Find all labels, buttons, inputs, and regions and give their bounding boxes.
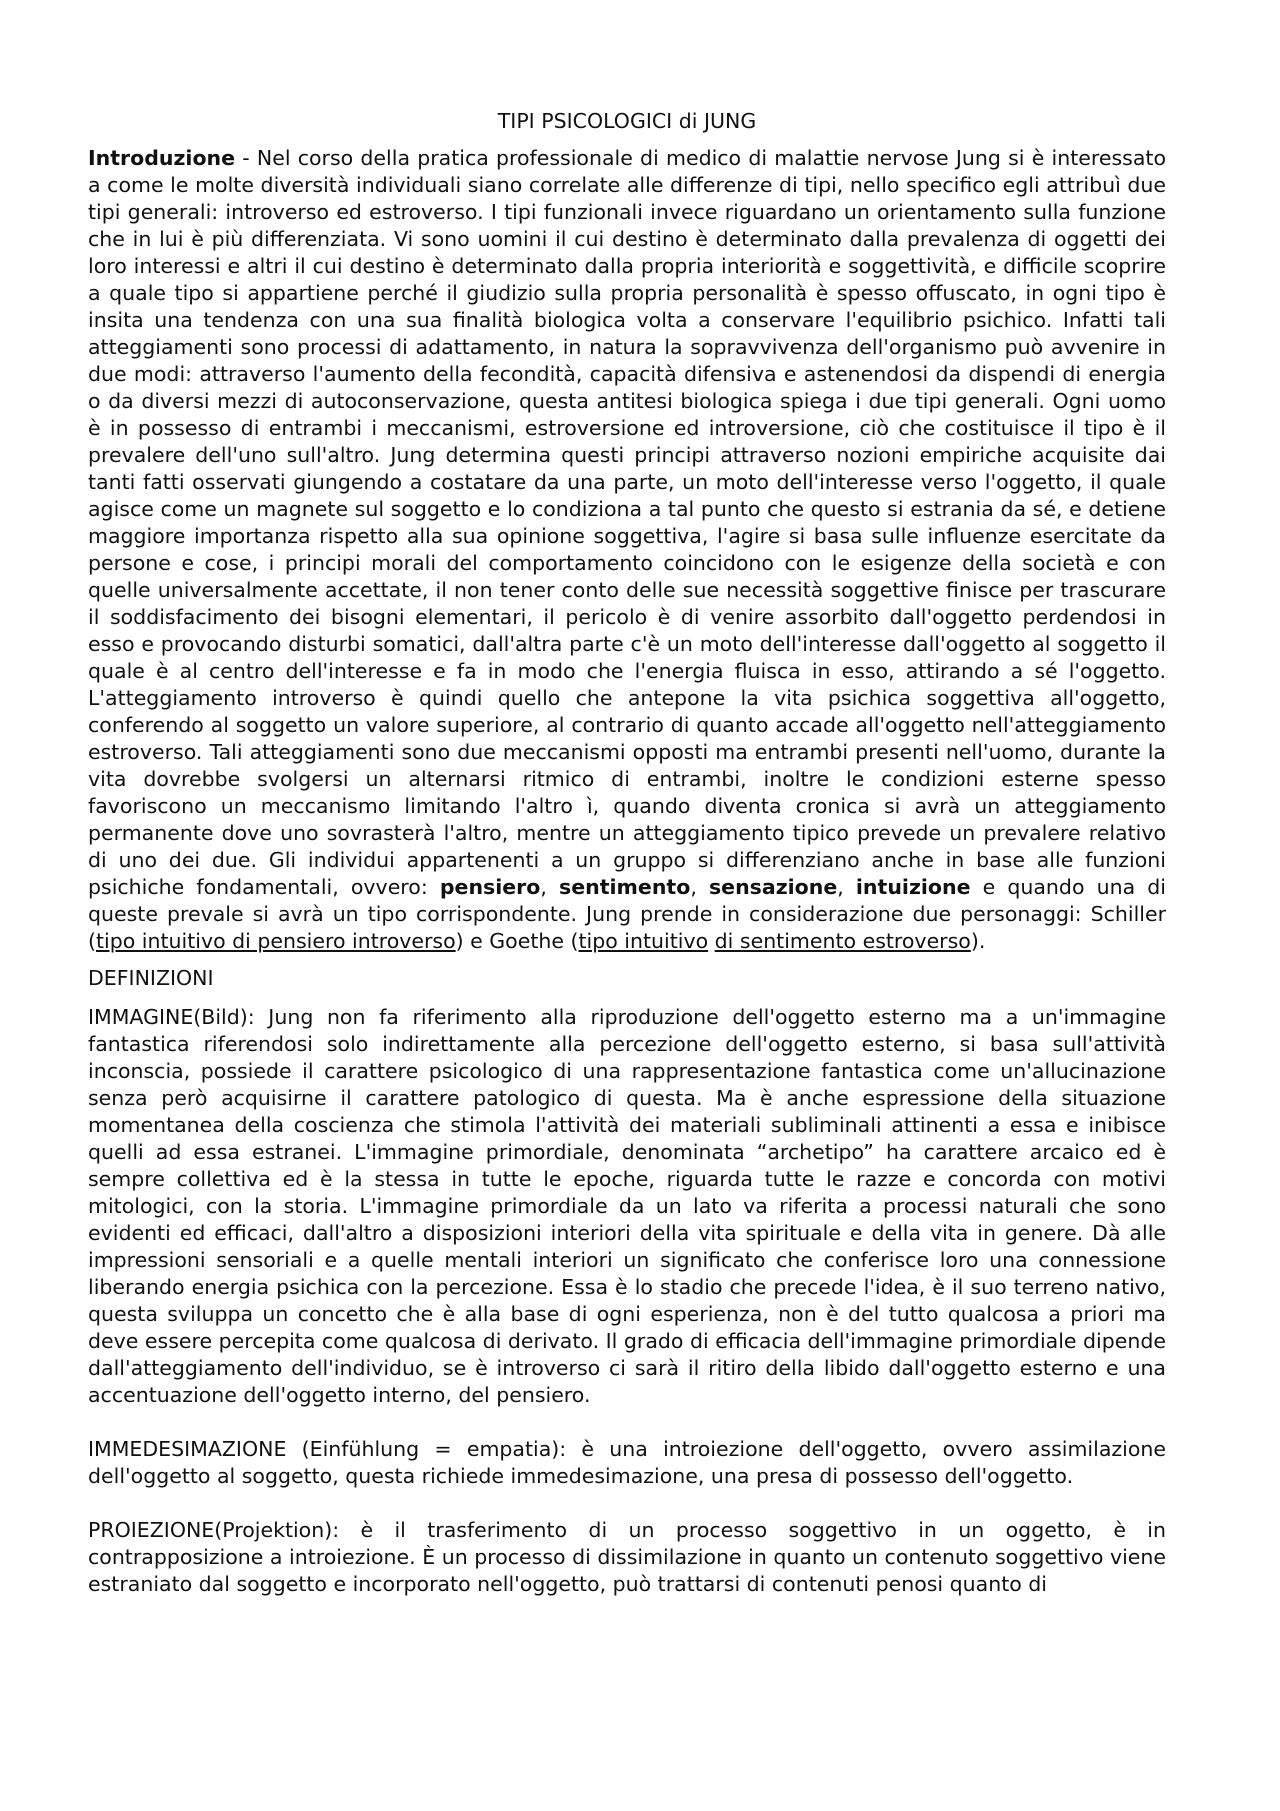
function-pensiero: pensiero [439,875,541,899]
intro-text-3: ) e Goethe ( [455,929,579,953]
definition-immagine: IMMAGINE(Bild): Jung non fa riferimento alla riproduzione dell'oggetto esterno ma a un'immagine fantastica riferendosi solo indirettamente alla percezione dell'oggetto esterno, si basa sull'attività inconscia, possiede il carattere psicologico di una rappresentazione fantastica come un'allucinazione senza però acquisirne il carattere patologico di questa. Ma è anche espressione della situazione momentanea della coscienza che stimola l'attività dei materiali subliminali attinenti a essa e inibisce quelli ad essa estranei. L'immagine primordiale, denominata “archetipo” ha carattere arcaico ed è sempre collettiva ed è la stessa in tutte le epoche, riguarda tutte le razze e concorda con motivi mitologici, con la storia. L'immagine primordiale da un lato va riferita a processi naturali che sono evidenti ed efficaci, dall'altro a disposizioni interiori della vita spirituale e della vita in genere. Dà alle impressioni sensoriali e a quelle mentali interiori un significato che conferisce loro una connessione liberando energia psichica con la percezione. Essa è lo stadio che precede l'idea, è il suo terreno nativo, questa sviluppa un concetto che è alla base di ogni esperienza, non è del tutto qualcosa a priori ma deve essere percepita come qualcosa di derivato. Il grado di efficacia dell'immagine primordiale dipende dall'atteggiamento dell'individuo, se è introverso ci sarà il ritiro della libido dall'oggetto esterno e una accentuazione dell'oggetto interno, del pensiero. [88,1005,1166,1407]
goethe-type-a: tipo intuitivo [578,929,709,953]
intro-text-1: - Nel corso della pratica professionale di medico di malattie nervose Jung si è interessato a come le molte diversità individuali siano correlate alle differenze di tipi, nello specifico egli attribuì due tipi generali: introverso ed estroverso. I tipi funzionali invece riguardano un orientamento sulla funzione che in lui è più differenziata. Vi sono uomini il cui destino è determinato dalla prevalenza di oggetti dei loro interessi e altri il cui destino è determinato dalla propria interiorità e soggettività, e difficile scoprire a quale tipo si appartiene perché il giudizio sulla propria personalità è spesso offuscato, in ogni tipo è insita una tendenza con una sua finalità biologica volta a conservare l'equilibrio psichico. Infatti tali atteggiamenti sono processi di adattamento, in natura la sopravvivenza dell'organismo può avvenire in due modi: attraverso l'aumento della fecondità, capacità difensiva e astenendosi da dispendi di energia o da diversi mezzi di autoconservazione, questa antitesi biologica spiega i due tipi generali. Ogni uomo è in possesso di entrambi i meccanismi, estroversione ed introversione, ciò che costituisce il tipo è il prevalere dell'uno sull'altro. Jung determina questi principi attraverso nozioni empiriche acquisite dai tanti fatti osservati giungendo a costatare da una parte, un moto dell'interesse verso l'oggetto, il quale agisce come un magnete sul soggetto e lo condiziona a tal punto che questo si estrania da sé, e detiene maggiore importanza rispetto alla sua opinione soggettiva, l'agire si basa sulle influenze esercitate da persone e cose, i principi morali del comportamento coincidono con le esigenze della società e con quelle universalmente accettate, il non tener conto delle sue necessità soggettive finisce per trascurare il soddisfacimento dei bisogni elementari, il pericolo è di venire assorbito dall'oggetto perdendosi in esso e provocando disturbi somatici, dall'altra parte c'è un moto dell'interesse dall'oggetto al soggetto il quale è al centro dell'interesse e fa in modo che l'energia fluisca in esso, attirando a sé l'oggetto. L'atteggiamento introverso è quindi quello che antepone la vita psichica soggettiva all'oggetto, conferendo al soggetto un valore superiore, al contrario di quanto accade all'oggetto nell'atteggiamento estroverso. Tali atteggiamenti sono due meccanismi opposti ma entrambi presenti nell'uomo, durante la vita dovrebbe svolgersi un alternarsi ritmico di entrambi, inoltre le condizioni esterne spesso favoriscono un meccanismo limitando l'altro ì, quando diventa cronica si avrà un atteggiamento permanente dove uno sovrasterà l'altro, mentre un atteggiamento tipico prevede un prevalere relativo di uno dei due. Gli individui appartenenti a un gruppo si differenziano anche in base alle funzioni psichiche fondamentali, ovvero: [88,146,1166,899]
separator: , [837,875,856,899]
spacer [88,1409,1166,1436]
intro-text-4: ). [970,929,986,953]
definition-proiezione: PROIEZIONE(Projektion): è il trasferimento di un processo soggettivo in un oggetto, è in contrapposizione a introiezione. È un processo di dissimilazione in quanto un contenuto soggettivo viene estraniato dal soggetto e incorporato nell'oggetto, può trattarsi di contenuti penosi quanto di [88,1518,1166,1596]
goethe-type-b: di sentimento estroverso [714,929,971,953]
function-intuizione: intuizione [855,875,971,899]
schiller-type: tipo intuitivo di pensiero introverso [96,929,456,953]
spacer [88,1490,1166,1517]
definition-immedesimazione: IMMEDESIMAZIONE (Einfühlung = empatia): è una introiezione dell'oggetto, ovvero assimilazione dell'oggetto al soggetto, questa richiede immedesimazione, una presa di possesso dell'oggetto. [88,1437,1166,1488]
function-sentimento: sentimento [559,875,691,899]
separator: , [690,875,709,899]
document-page [88,108,1166,1598]
intro-text-2: e quando una di queste prevale si avrà un tipo corrispondente. Jung prende in considerazione due personaggi: Schiller ( [88,875,1166,953]
separator: , [540,875,560,899]
definitions-heading: DEFINIZIONI [88,966,214,990]
intro-label: Introduzione [88,146,236,170]
function-sensazione: sensazione [708,875,838,899]
intro-paragraph [88,145,1166,955]
document-title: TIPI PSICOLOGICI di JUNG [497,109,757,133]
